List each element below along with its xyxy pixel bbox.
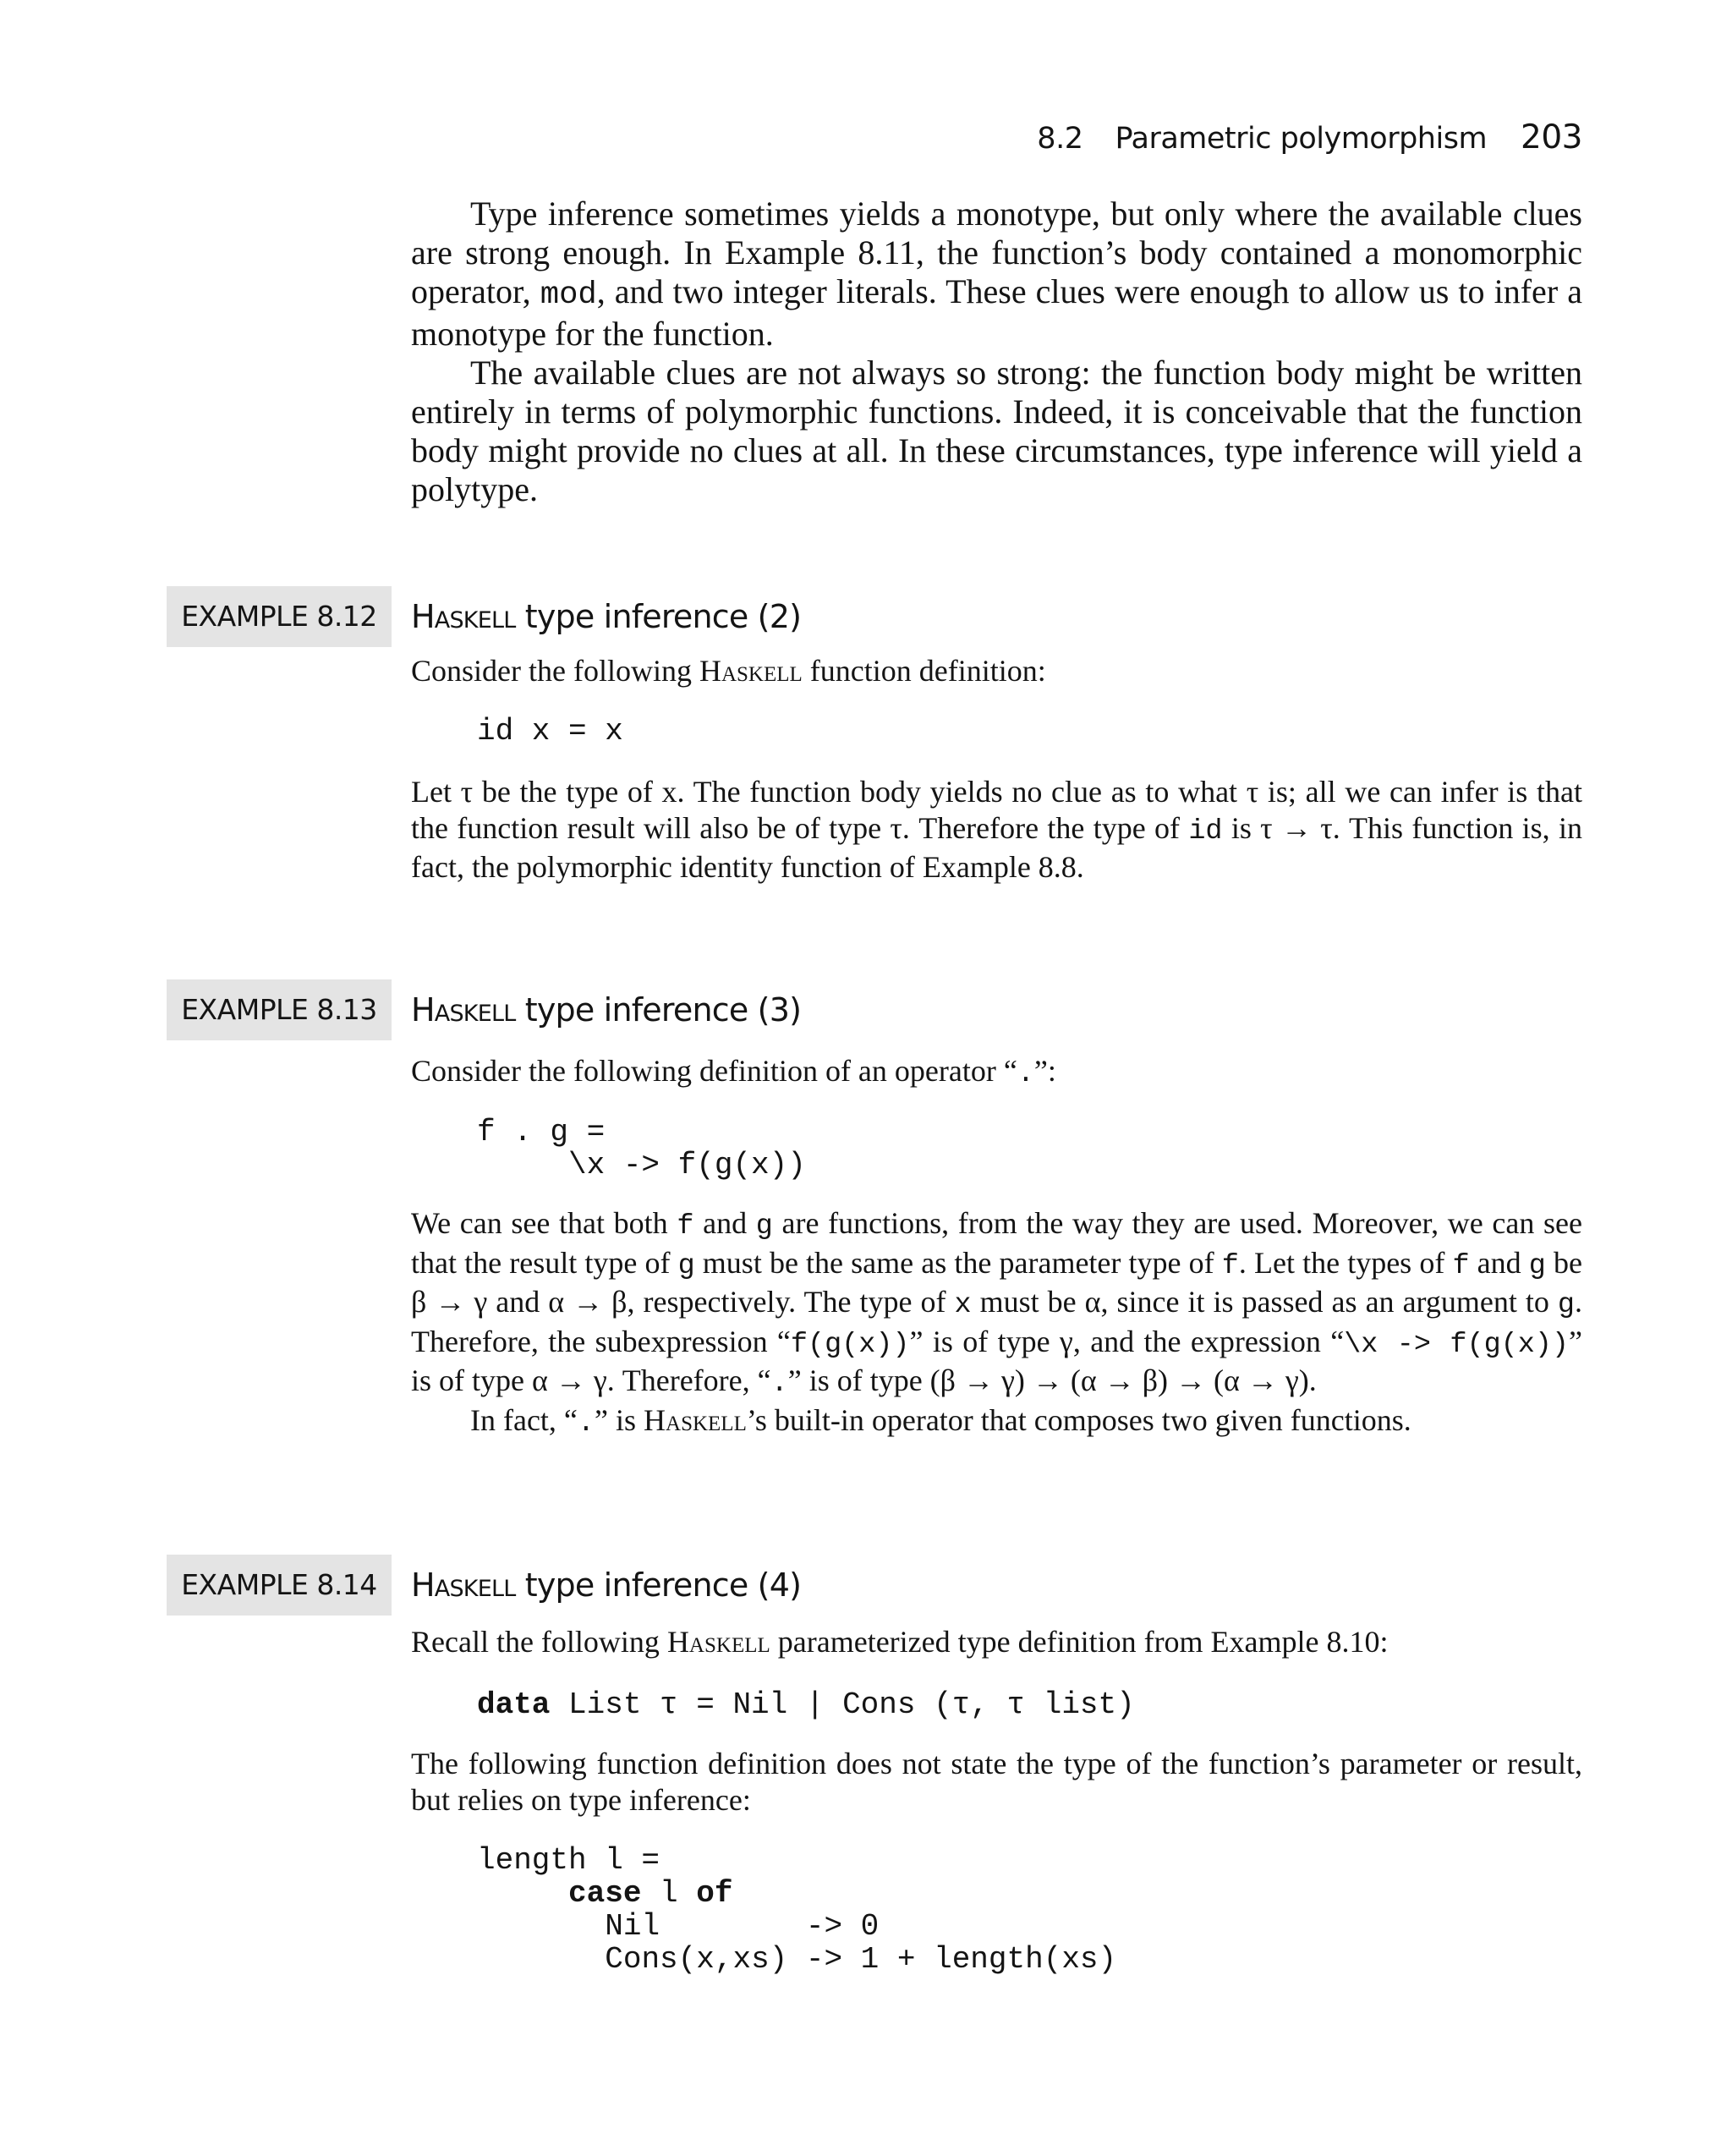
running-head <box>1037 118 1582 156</box>
section-title: Parametric polymorphism <box>1115 122 1488 156</box>
example-body: Let τ be the type of x. The function body yields no clue as to what τ is; all we can infer is that the function result will also be of type τ. Therefore the type of id is τ → τ. This function is, in fact, the polymorphic identity function of Example 8.8. <box>411 775 1583 884</box>
page-number: 203 <box>1521 118 1582 156</box>
example-intro: Consider the following definition of an operator “.”: <box>411 1054 1056 1090</box>
example-paragraph-2: In fact, “.” is Haskell’s built-in operator that composes two given functions. <box>470 1402 1411 1440</box>
code-block: data List τ = Nil | Cons (τ, τ list) <box>477 1687 1135 1722</box>
code-block: id x = x <box>477 714 623 749</box>
example-title: Haskell type inference (2) <box>411 598 802 635</box>
intro-paragraph-1: Type inference sometimes yields a monotype, but only where the available clues are strong enough. In Example 8.11, the function’s body contained a monomorphic operator, mod, and two integer literals. These clues were enough to allow us to infer a monotype for the function. <box>411 195 1582 353</box>
example-intro: Recall the following Haskell parameterized type definition from Example 8.10: <box>411 1625 1389 1659</box>
inline-code: id <box>1188 815 1223 848</box>
example-title: Haskell type inference (4) <box>411 1566 802 1604</box>
inline-code: mod <box>540 277 597 313</box>
example-body: The following function definition does not state the type of the function’s parameter or result, but relies on type inference: <box>411 1747 1582 1817</box>
code-block: f . g = \x -> f(g(x)) <box>477 1115 806 1182</box>
example-intro: Consider the following Haskell function definition: <box>411 654 1046 688</box>
code-block: length l = case l of Nil -> 0 Cons(x,xs) -> 1 + length(xs) <box>477 1843 1117 1977</box>
example-title: Haskell type inference (3) <box>411 991 802 1029</box>
intro-text <box>411 195 1582 509</box>
inline-code: . <box>1017 1058 1034 1090</box>
example-body <box>411 1205 1582 1441</box>
example-label: EXAMPLE 8.14 <box>167 1555 392 1616</box>
intro-paragraph-2: The available clues are not always so strong: the function body might be written entirely in terms of polymorphic functions. Indeed, it is conceivable that the function body might provide no clues at all. In these circumstances, type inference will yield a polytype. <box>411 354 1582 508</box>
example-paragraph-1: We can see that both f and g are functions, from the way they are used. Moreover, we can see that the result type of g must be the same as the parameter type of f. Let the types of f and g be β → γ and α → β, respectively. The type of x must be α, since it is passed as an argument to g. Therefore, the subexpression “f(g(x))” is of type γ, and the expression “\x -> f(g(x))” is of type α → γ. Therefore, “.” is of type (β → γ) → (α → β) → (α → γ). <box>411 1206 1583 1400</box>
example-label: EXAMPLE 8.12 <box>167 586 392 647</box>
example-label: EXAMPLE 8.13 <box>167 979 392 1040</box>
section-number: 8.2 <box>1037 122 1083 156</box>
